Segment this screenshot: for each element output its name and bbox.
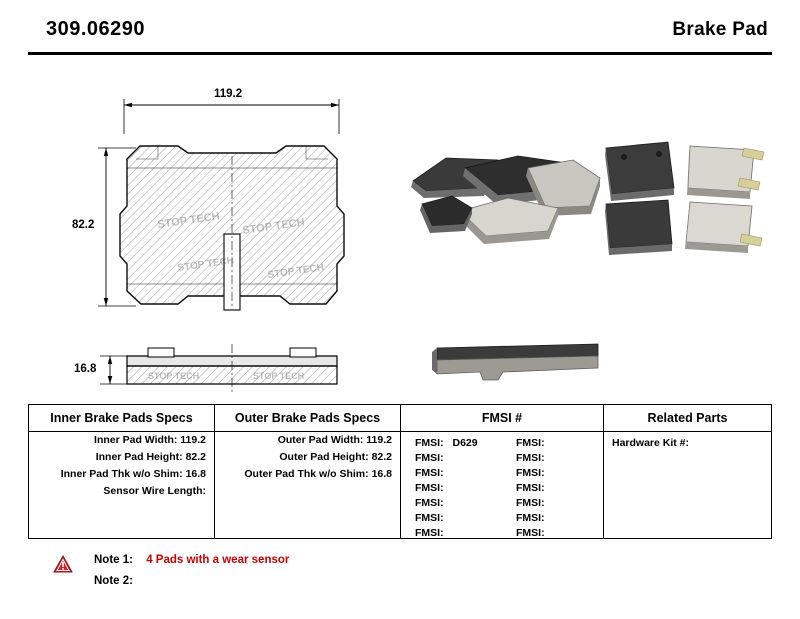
fmsi-left-column — [401, 436, 502, 541]
spec-row — [29, 466, 214, 483]
fmsi-value — [545, 497, 551, 509]
sensor-wire-length-label: Sensor Wire Length: — [103, 485, 206, 497]
document-type-title: Brake Pad — [672, 19, 768, 40]
fmsi-row — [401, 466, 502, 481]
width-dimension-label: 119.2 — [214, 88, 243, 100]
fmsi-value — [545, 482, 551, 494]
pad-photo-edge — [432, 344, 598, 380]
fmsi-title: FMSI # — [401, 405, 603, 432]
svg-text:STOP TECH: STOP TECH — [176, 255, 235, 274]
spec-row — [215, 466, 400, 483]
inner-pad-width-value: 119.2 — [180, 434, 206, 446]
hardware-kit-label: Hardware Kit #: — [612, 437, 690, 449]
spec-sheet — [28, 14, 772, 594]
fmsi-row — [401, 436, 502, 451]
note-2-text — [133, 575, 143, 587]
fmsi-label: FMSI: — [415, 437, 444, 449]
spec-row — [29, 483, 214, 500]
fmsi-row — [401, 526, 502, 541]
inner-pad-height-label: Inner Pad Height: — [95, 451, 183, 463]
svg-text:STOP TECH: STOP TECH — [156, 210, 221, 231]
fmsi-row — [401, 511, 502, 526]
fmsi-row — [502, 481, 603, 496]
pad-front-view — [120, 146, 344, 310]
fmsi-value — [444, 527, 450, 539]
fmsi-value — [444, 497, 450, 509]
spec-row — [215, 449, 400, 466]
specs-table — [28, 404, 772, 539]
outer-pad-height-label: Outer Pad Height: — [279, 451, 369, 463]
outer-pad-thickness-label: Outer Pad Thk w/o Shim: — [244, 468, 369, 480]
svg-text:STOP TECH: STOP TECH — [241, 216, 306, 237]
fmsi-label: FMSI: — [516, 527, 545, 539]
related-parts-title: Related Parts — [604, 405, 771, 432]
fmsi-row — [401, 481, 502, 496]
fmsi-column — [401, 405, 604, 538]
outer-specs-title: Outer Brake Pads Specs — [215, 405, 400, 432]
fmsi-label: FMSI: — [415, 452, 444, 464]
height-dimension-label: 82.2 — [72, 219, 95, 231]
note-1-text: 4 Pads with a wear sensor — [146, 554, 290, 566]
fmsi-label: FMSI: — [516, 437, 545, 449]
spec-row — [215, 432, 400, 449]
fmsi-label: FMSI: — [415, 512, 444, 524]
fmsi-row — [502, 436, 603, 451]
note-2-label: Note 2: — [94, 575, 133, 587]
technical-drawing — [28, 56, 772, 401]
hardware-kit-row — [604, 432, 771, 450]
fmsi-value — [444, 452, 450, 464]
fmsi-label: FMSI: — [415, 482, 444, 494]
related-parts-column — [604, 405, 771, 538]
pad-edge-view — [127, 344, 337, 392]
header — [28, 14, 772, 55]
fmsi-value — [545, 512, 551, 524]
fmsi-value — [545, 527, 551, 539]
outer-pad-height-value: 82.2 — [371, 451, 392, 463]
pad-photo-group-right — [605, 142, 764, 255]
fmsi-label: FMSI: — [415, 497, 444, 509]
fmsi-label: FMSI: — [415, 527, 444, 539]
notes-section — [28, 549, 772, 595]
fmsi-row — [502, 451, 603, 466]
note-1 — [94, 554, 289, 566]
svg-text:STOP TECH: STOP TECH — [253, 371, 305, 381]
outer-pad-width-label: Outer Pad Width: — [277, 434, 364, 446]
note-1-label: Note 1: — [94, 554, 133, 566]
fmsi-label: FMSI: — [516, 452, 545, 464]
width-dimension — [124, 99, 339, 134]
fmsi-value — [444, 512, 450, 524]
svg-text:STOP TECH: STOP TECH — [266, 262, 325, 281]
svg-text:STOP TECH: STOP TECH — [148, 371, 200, 381]
spec-row — [29, 449, 214, 466]
fmsi-row — [401, 451, 502, 466]
outer-specs-column — [215, 405, 401, 538]
fmsi-value: D629 — [452, 437, 478, 449]
inner-specs-title: Inner Brake Pads Specs — [29, 405, 214, 432]
fmsi-value — [545, 452, 551, 464]
fmsi-grid — [401, 432, 603, 541]
fmsi-label: FMSI: — [516, 482, 545, 494]
fmsi-label: FMSI: — [516, 512, 545, 524]
fmsi-value — [444, 467, 450, 479]
fmsi-row — [502, 496, 603, 511]
fmsi-label: FMSI: — [516, 467, 545, 479]
fmsi-row — [502, 511, 603, 526]
warning-icon — [53, 555, 73, 573]
inner-pad-thickness-value: 16.8 — [185, 468, 206, 480]
note-2 — [94, 575, 143, 587]
spec-row — [29, 432, 214, 449]
drawing-area — [28, 56, 772, 401]
fmsi-label: FMSI: — [415, 467, 444, 479]
pad-photo-group-left — [411, 156, 600, 244]
fmsi-right-column — [502, 436, 603, 541]
fmsi-label: FMSI: — [516, 497, 545, 509]
thickness-dimension-label: 16.8 — [74, 363, 97, 375]
fmsi-row — [502, 466, 603, 481]
part-number: 309.06290 — [46, 18, 146, 40]
fmsi-value — [545, 437, 551, 449]
outer-pad-width-value: 119.2 — [366, 434, 392, 446]
inner-pad-width-label: Inner Pad Width: — [94, 434, 178, 446]
outer-pad-thickness-value: 16.8 — [371, 468, 392, 480]
fmsi-value — [545, 467, 551, 479]
inner-pad-height-value: 82.2 — [185, 451, 206, 463]
inner-pad-thickness-label: Inner Pad Thk w/o Shim: — [60, 468, 183, 480]
fmsi-row — [401, 496, 502, 511]
fmsi-row — [502, 526, 603, 541]
fmsi-value — [444, 482, 450, 494]
inner-specs-column — [29, 405, 215, 538]
